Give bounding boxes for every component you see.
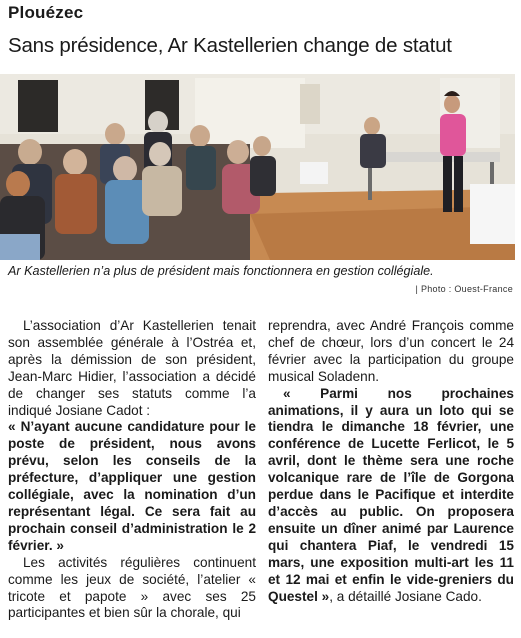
quote-text: « N’ayant aucune candidature pour le poste de président, nous avons prévu, selon les conseils de la préfecture, d’appliquer une gestion collégiale, avec la nomination d’un représentant légal. Ce sera fait au prochain conseil d’administration le 2 février. » [8, 419, 256, 553]
quote-attribution: , a détaillé Josiane Cado. [329, 588, 482, 604]
article-paragraph: reprendra, avec André François comme chef de chœur, lors d’un concert le 24 février avec la participation du groupe musical Soladenn. [268, 318, 514, 384]
photo-credit: | Photo : Ouest-France [415, 284, 513, 294]
quote-text: « Parmi nos prochaines animations, il y aura un loto qui se tiendra le dimanche 18 février, une conférence de Lucette Ferlicot, le 5 avril, dont le thème sera une roche volcanique rare de l’île de Gorgona perdue dans le Pacifique et interdite d’accès au public. On proposera ensuite un dîner animé par Laurence qui chantera Piaf, le vendredi 15 mars, une exposition multi-art les 11 et 12 mai et enfin le vide-greniers du Questel » [268, 385, 514, 604]
article-quote [268, 386, 514, 606]
photo-caption: Ar Kastellerien n’a plus de président mais fonctionnera en gestion collégiale. [8, 264, 434, 278]
article-photo [0, 74, 515, 260]
article-kicker: Plouézec [8, 3, 84, 22]
article-paragraph: L’association d’Ar Kastellerien tenait son assemblée générale à l’Ostréa et, après la démission de son président, Jean-Marc Hidier, l’association a décidé de changer ses statuts comme l’a indiqué Josiane Cadot : [8, 318, 256, 418]
article-paragraph: Les activités régulières continuent comme les jeux de société, l’atelier « tricote et papote » avec ses 25 participantes et bien sûr la chorale, qui [8, 554, 256, 621]
article-column-right [268, 318, 514, 605]
article-headline: Sans présidence, Ar Kastellerien change de statut [8, 34, 452, 57]
article-column-left [8, 318, 256, 622]
article-quote [8, 419, 256, 554]
